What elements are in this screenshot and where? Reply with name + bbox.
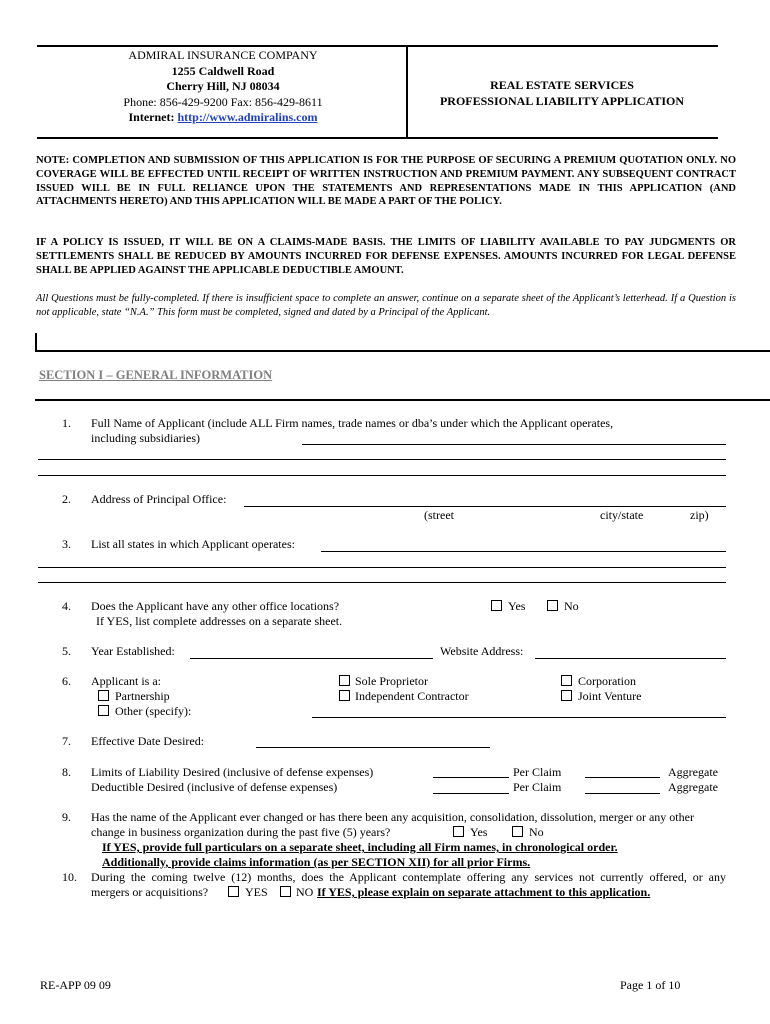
q10-label: During the coming twelve (12) months, does the Applicant contemplate offering any services not currently offered, or any [91,870,726,884]
q1-answer-line-3[interactable] [38,475,726,476]
q9-instruction: If YES, provide full particulars on a separate sheet, including all Firm names, in chronological order. [102,840,618,854]
deductible-per-claim-field[interactable] [433,793,509,794]
instructions-text: All Questions must be fully-completed. If there is insufficient space to complete an answer, continue on a separate sheet of the Applicant’s letterhead. If a Question is not applicable, state “N.A.” This form must be completed, signed and dated by a Principal of the Applicant. [36,293,736,318]
q9-no-label: No [529,825,544,839]
deductible-aggregate-field[interactable] [585,793,660,794]
header-top-rule [37,45,718,47]
limits-label: Limits of Liability Desired (inclusive of defense expenses) [91,765,374,779]
coverage-note: NOTE: COMPLETION AND SUBMISSION OF THIS APPLICATION IS FOR THE PURPOSE OF SECURING A PREMIUM QUOTATION ONLY. NO COVERAGE WILL BE EFFECTED UNTIL RECEIPT OF WRITTEN INSTRUCTION AND PREMIUM PAYMENT. ANY SUBSEQUENT CONTRACT ISSUED WILL BE IN FULL RELIANCE UPON THE STATEMENTS AND REPRESENTATIONS MADE IN THIS APPLICATION (AND ATTACHMENTS HERETO) AND THIS APPLICATION WILL BE MADE A PART OF THE POLICY. [36,155,736,208]
q5-number: 5. [62,644,71,658]
limits-aggregate-label: Aggregate [668,765,718,779]
deductible-label: Deductible Desired (inclusive of defense expenses) [91,780,338,794]
independent-contractor-label: Independent Contractor [355,689,469,703]
sole-proprietor-label: Sole Proprietor [355,674,428,688]
q6-label: Applicant is a: [91,674,161,688]
effective-date-label: Effective Date Desired: [91,734,205,748]
zip-caption: zip) [690,508,709,522]
q4-no-checkbox[interactable] [547,600,558,611]
q4-instruction: If YES, list complete addresses on a separate sheet. [96,614,343,628]
website-link[interactable]: http://www.admiralins.com [177,110,318,124]
q8-number: 8. [62,765,71,779]
website-label: Website Address: [440,644,524,658]
q9-yes-checkbox[interactable] [453,826,464,837]
q1-answer-line-2[interactable] [38,459,726,460]
form-title-line2: PROFESSIONAL LIABILITY APPLICATION [439,93,685,108]
q4-number: 4. [62,599,71,613]
deductible-per-claim-label: Per Claim [513,780,562,794]
limits-per-claim-label: Per Claim [513,765,562,779]
corporation-label: Corporation [578,674,636,688]
sole-proprietor-checkbox[interactable] [339,675,350,686]
partnership-checkbox[interactable] [98,690,109,701]
q9-number: 9. [62,810,71,824]
company-phone: Phone: 856-429-9200 Fax: 856-429-8611 [123,94,323,109]
corporation-checkbox[interactable] [561,675,572,686]
company-internet [40,110,406,126]
q9-label: Has the name of the Applicant ever changed or has there been any acquisition, consolidation, dissolution, merger or any other [91,810,694,824]
q4-yes-label: Yes [508,599,526,613]
address-field[interactable] [244,506,726,507]
states-field-2[interactable] [38,567,726,568]
q4-yes-checkbox[interactable] [491,600,502,611]
other-specify-field[interactable] [312,717,726,718]
q9-label-cont: change in business organization during the past five (5) years? [91,825,391,839]
q2-number: 2. [62,492,71,506]
independent-contractor-checkbox[interactable] [339,690,350,701]
q10-yes-label: YES [245,885,268,899]
partnership-label: Partnership [115,689,170,703]
q1-label: Full Name of Applicant (include ALL Firm names, trade names or dba’s under which the Applicant operates, [91,416,614,430]
q1-number: 1. [62,416,71,430]
q10-yes-checkbox[interactable] [228,886,239,897]
states-field-3[interactable] [38,582,726,583]
company-city: Cherry Hill, NJ 08034 [166,79,280,93]
q6-number: 6. [62,674,71,688]
q9-claims-instruction: Additionally, provide claims information (as per SECTION XII) for all prior Firms. [102,855,531,869]
website-field[interactable] [535,658,726,659]
page-number: Page 1 of 10 [620,978,681,992]
section-bottom-rule [35,399,770,401]
citystate-caption: city/state [600,508,644,522]
q9-yes-label: Yes [470,825,488,839]
q10-instruction: If YES, please explain on separate attachment to this application. [317,885,651,899]
year-established-field[interactable] [190,658,433,659]
internet-label: Internet: [128,110,175,124]
claims-made-note: IF A POLICY IS ISSUED, IT WILL BE ON A CLAIMS-MADE BASIS. THE LIMITS OF LIABILITY AVAILABLE TO PAY JUDGMENTS OR SETTLEMENTS SHALL BE REDUCED BY AMOUNTS INCURRED FOR DEFENSE EXPENSES. AMOUNTS INCURRED FOR LEGAL DEFENSE SHALL BE APPLIED AGAINST THE APPLICABLE DEDUCTIBLE AMOUNT. [36,237,736,276]
other-label: Other (specify): [115,704,192,718]
q3-label: List all states in which Applicant operates: [91,537,295,551]
company-address-block [40,48,406,126]
street-caption: (street [424,508,454,522]
section-top-rule [35,350,770,352]
q7-number: 7. [62,734,71,748]
deductible-aggregate-label: Aggregate [668,780,718,794]
q2-label: Address of Principal Office: [91,492,227,506]
effective-date-field[interactable] [256,747,490,748]
states-field[interactable] [321,551,726,552]
q10-no-checkbox[interactable] [280,886,291,897]
section-title: SECTION I – GENERAL INFORMATION [39,368,273,382]
q4-label: Does the Applicant have any other office locations? [91,599,340,613]
q10-number: 10. [62,870,77,884]
q10-no-label: NO [296,885,314,899]
limits-aggregate-field[interactable] [585,777,660,778]
company-name: ADMIRAL INSURANCE COMPANY [128,48,318,62]
q4-no-label: No [564,599,579,613]
joint-venture-label: Joint Venture [578,689,642,703]
form-title [408,78,716,109]
header-bottom-rule [37,137,718,139]
limits-per-claim-field[interactable] [433,777,509,778]
q10-label-cont: mergers or acquisitions? [91,885,209,899]
company-street: 1255 Caldwell Road [171,63,275,78]
joint-venture-checkbox[interactable] [561,690,572,701]
q3-number: 3. [62,537,71,551]
other-checkbox[interactable] [98,705,109,716]
q9-no-checkbox[interactable] [512,826,523,837]
q1-label-cont: including subsidiaries) [91,431,200,445]
form-id: RE-APP 09 09 [40,978,111,992]
form-title-line1: REAL ESTATE SERVICES [490,78,634,92]
year-established-label: Year Established: [91,644,175,658]
q1-answer-line[interactable] [302,444,726,445]
